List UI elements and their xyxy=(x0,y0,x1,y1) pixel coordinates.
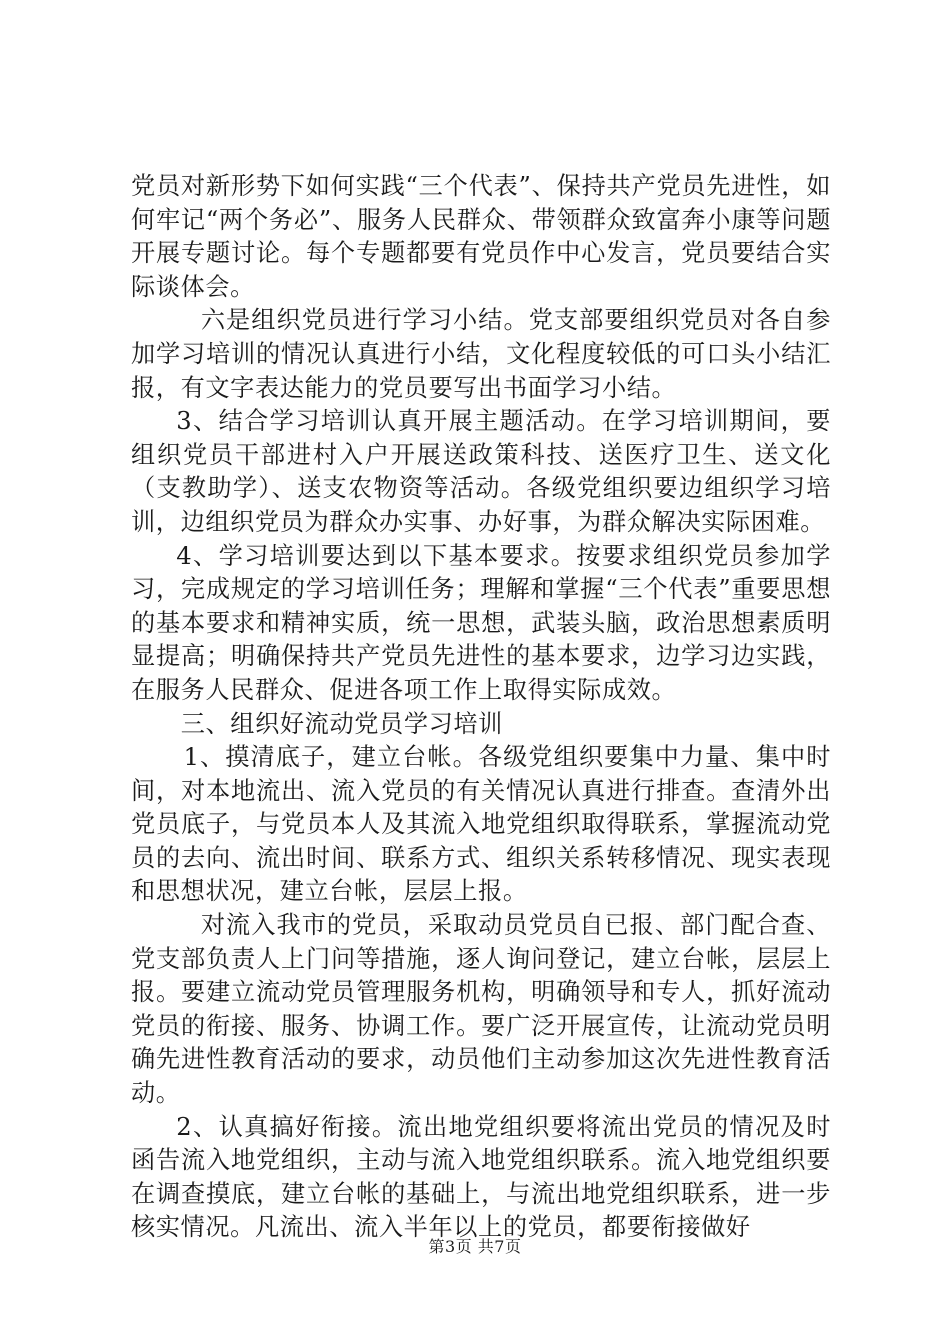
document-body xyxy=(131,170,831,1245)
body-paragraph: 4、学习培训要达到以下基本要求。按要求组织党员参加学习，完成规定的学习培训任务；理解和掌握“三个代表”重要思想的基本要求和精神实质，统一思想，武装头脑，政治思想素质明显提高；明确保持共产党员先进性的基本要求，边学习边实践，在服务人民群众、促进各项工作上取得实际成效。 xyxy=(131,541,831,704)
body-paragraph: 六是组织党员进行学习小结。党支部要组织党员对各自参加学习培训的情况认真进行小结，文化程度较低的可口头小结汇报，有文字表达能力的党员要写出书面学习小结。 xyxy=(131,306,831,402)
body-paragraph: 3、结合学习培训认真开展主题活动。在学习培训期间，要组织党员干部进村入户开展送政策科技、送医疗卫生、送文化（支教助学）、送支农物资等活动。各级党组织要边组织学习培训，边组织党员为群众办实事、办好事，为群众解决实际困难。 xyxy=(131,407,831,536)
body-paragraph: 党员对新形势下如何实践“三个代表”、保持共产党员先进性，如何牢记“两个务必”、服务人民群众、带领群众致富奔小康等问题开展专题讨论。每个专题都要有党员作中心发言，党员要结合实际谈体会。 xyxy=(131,172,831,301)
section-heading: 三、组织好流动党员学习培训 xyxy=(131,709,503,738)
body-paragraph: 1、摸清底子，建立台帐。各级党组织要集中力量、集中时间，对本地流出、流入党员的有关情况认真进行排查。查清外出党员底子，与党员本人及其流入地党组织取得联系，掌握流动党员的去向、流出时间、联系方式、组织关系转移情况、现实表现和思想状况，建立台帐，层层上报。 xyxy=(131,743,831,906)
body-paragraph: 对流入我市的党员，采取动员党员自已报、部门配合查、党支部负责人上门问等措施，逐人询问登记，建立台帐，层层上报。要建立流动党员管理服务机构，明确领导和专人，抓好流动党员的衔接、服务、协调工作。要广泛开展宣传，让流动党员明确先进性教育活动的要求，动员他们主动参加这次先进性教育活动。 xyxy=(131,911,831,1108)
body-paragraph: 2、认真搞好衔接。流出地党组织要将流出党员的情况及时函告流入地党组织，主动与流入地党组织联系。流入地党组织要在调查摸底，建立台帐的基础上，与流出地党组织联系，进一步核实情况。凡流出、流入半年以上的党员，都要衔接做好 xyxy=(131,1112,831,1242)
page-number-footer: 第3页 共7页 xyxy=(428,1237,522,1256)
